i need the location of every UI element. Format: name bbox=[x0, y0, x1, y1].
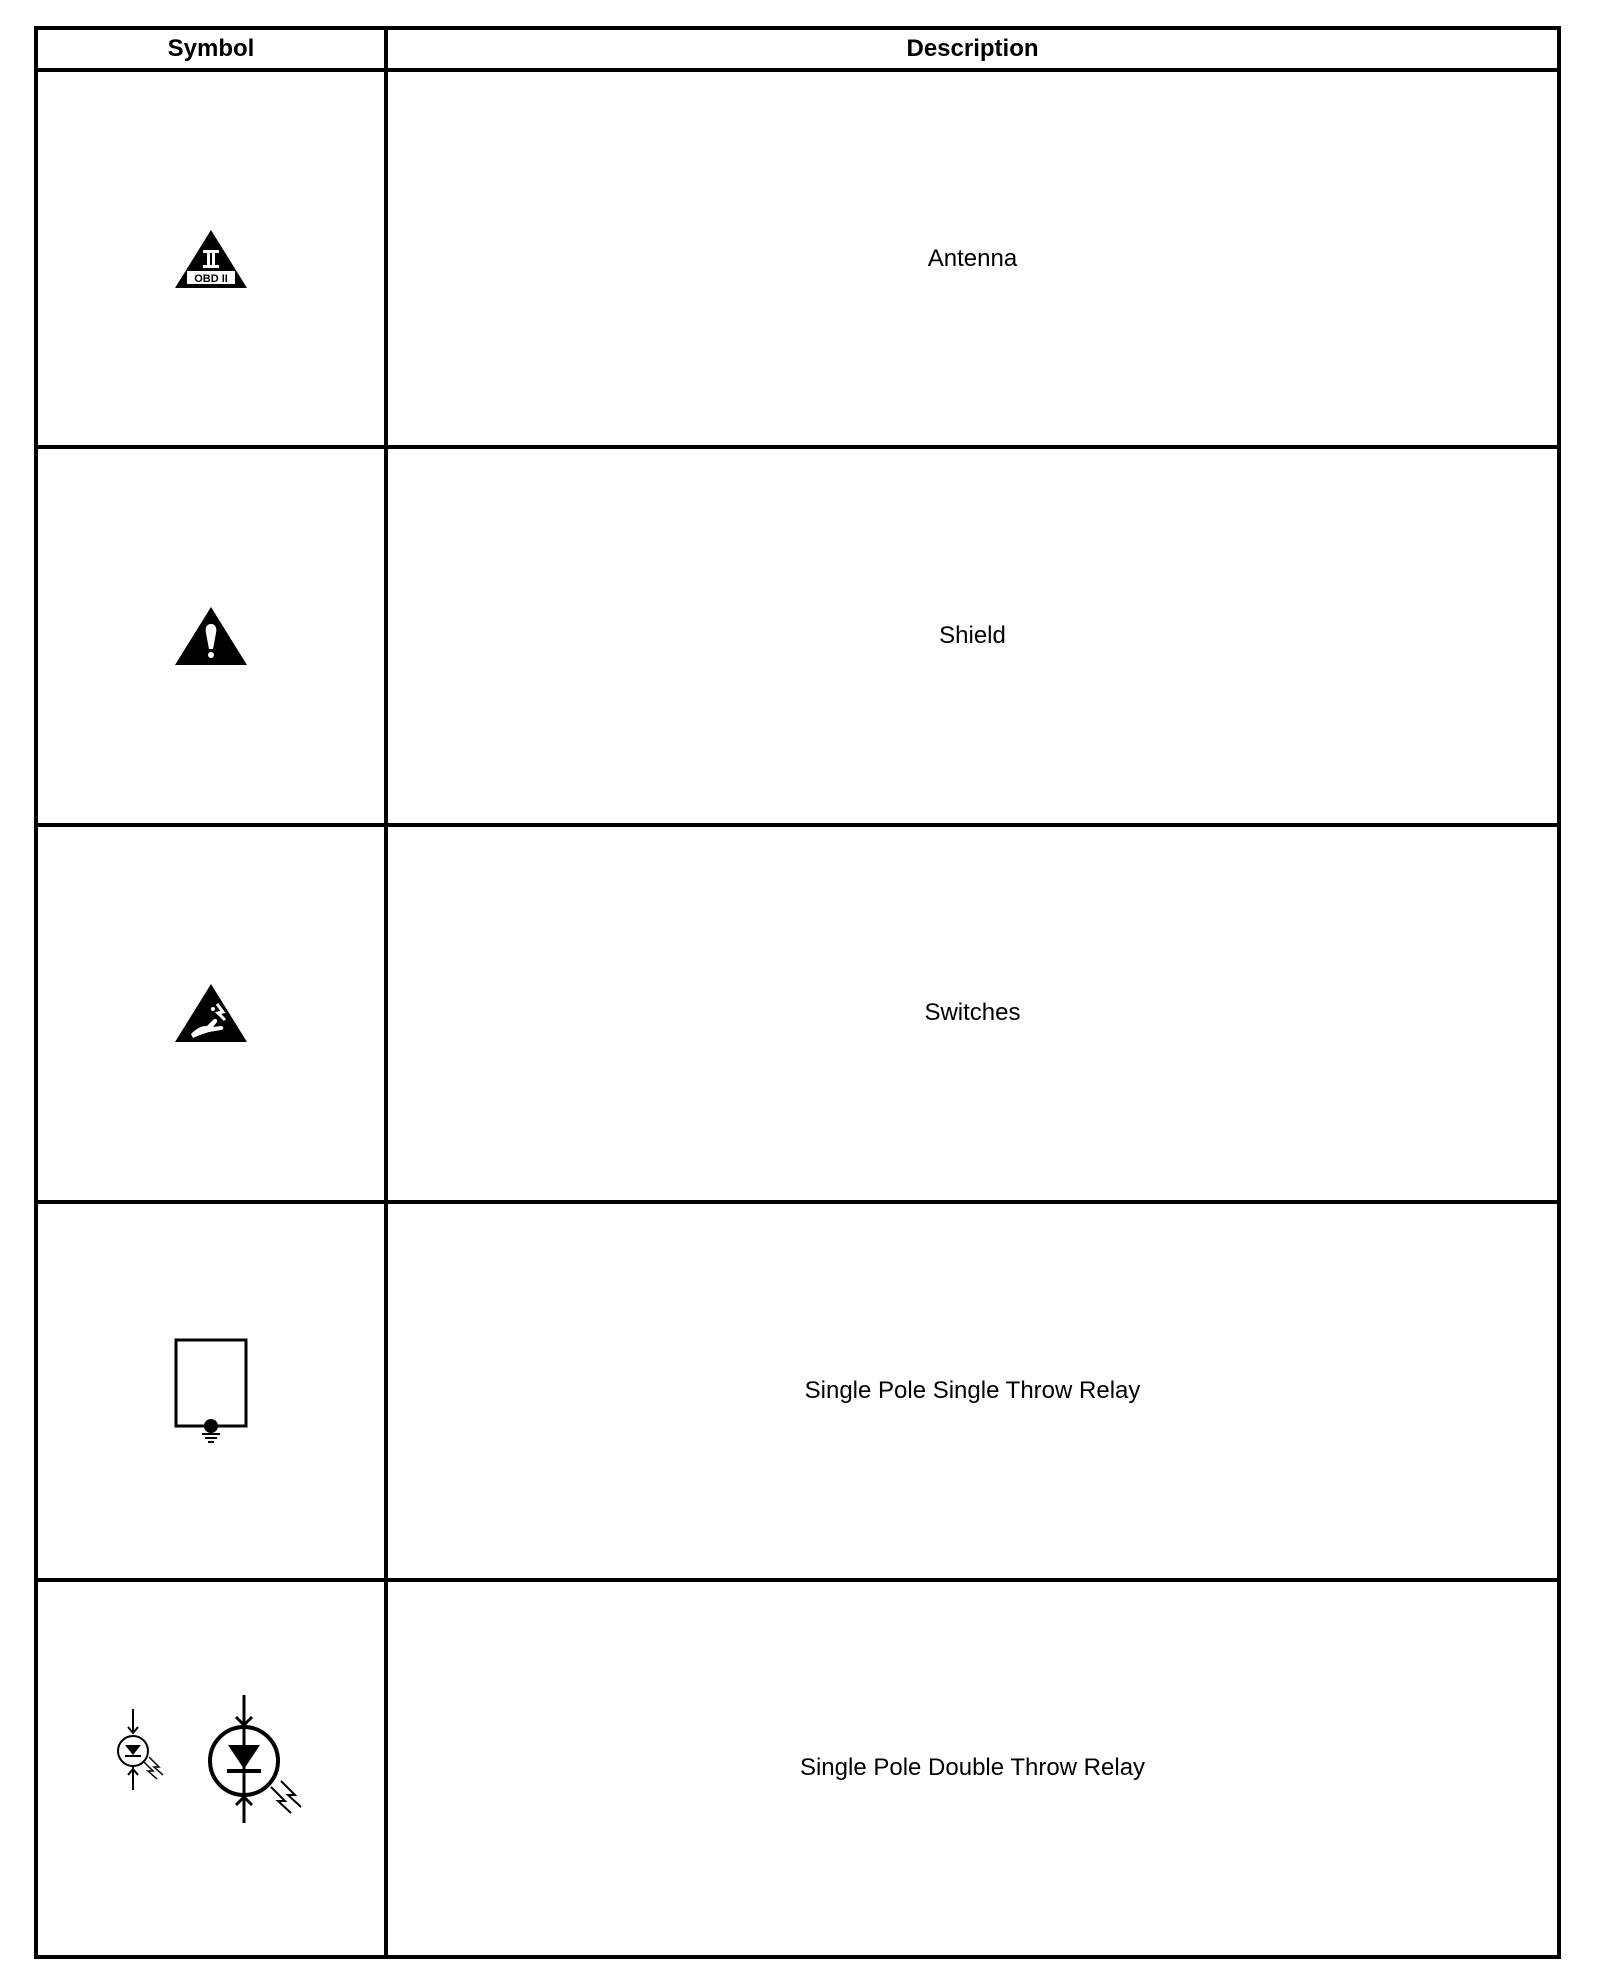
ground-box-icon bbox=[171, 1336, 251, 1446]
description-cell bbox=[386, 825, 1559, 1202]
description-text: Switches bbox=[924, 999, 1021, 1027]
description-cell bbox=[386, 1202, 1559, 1579]
table-row bbox=[36, 825, 1559, 1202]
description-text: Single Pole Double Throw Relay bbox=[799, 1754, 1146, 1782]
table-row bbox=[36, 1202, 1559, 1579]
svg-text:OBD II: OBD II bbox=[194, 272, 228, 285]
symbol-cell bbox=[36, 1202, 386, 1579]
large-led-symbol bbox=[210, 1695, 301, 1823]
table-row bbox=[36, 70, 1559, 447]
table-row bbox=[36, 447, 1559, 824]
led-diode-circle-icon bbox=[101, 1693, 321, 1843]
description-cell bbox=[386, 70, 1559, 447]
symbol-cell bbox=[36, 447, 386, 824]
header-description: Description bbox=[386, 28, 1559, 70]
header-row bbox=[36, 28, 1559, 70]
symbol-cell bbox=[36, 825, 386, 1202]
description-text: Single Pole Single Throw Relay bbox=[804, 1376, 1141, 1404]
small-led-symbol bbox=[118, 1709, 163, 1790]
header-symbol: Symbol bbox=[36, 28, 386, 70]
description-text: Shield bbox=[939, 622, 1006, 650]
symbol-cell bbox=[36, 70, 386, 447]
symbol-cell bbox=[36, 1580, 386, 1957]
table-row bbox=[36, 1580, 1559, 1957]
description-text: Antenna bbox=[927, 244, 1018, 272]
symbol-table bbox=[34, 26, 1561, 1959]
description-cell bbox=[386, 1580, 1559, 1957]
electrostatic-discharge-triangle-icon bbox=[173, 982, 249, 1044]
caution-exclamation-triangle-icon bbox=[173, 605, 249, 667]
description-cell bbox=[386, 447, 1559, 824]
obd-ii-warning-triangle-icon bbox=[173, 228, 249, 290]
